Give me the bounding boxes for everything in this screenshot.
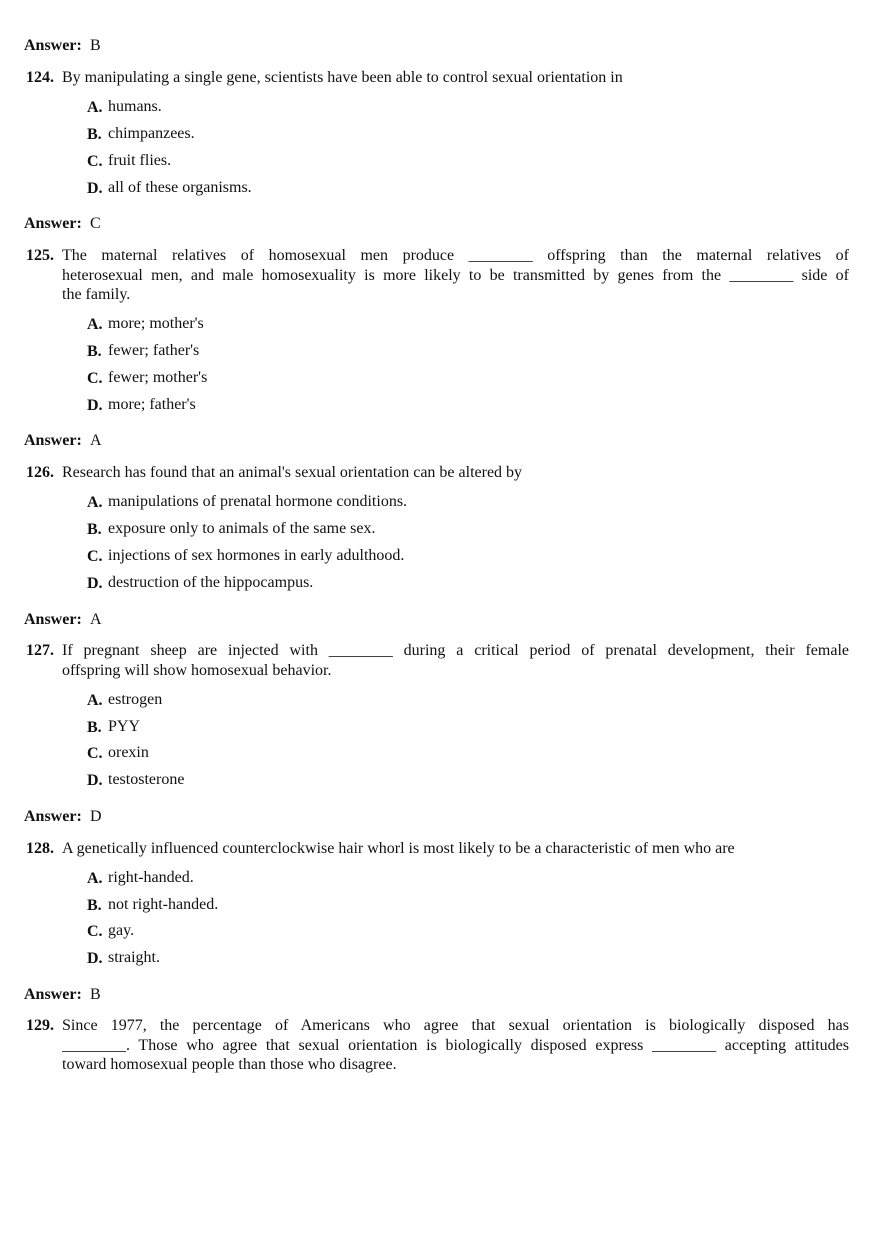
question-number: 129.	[26, 1017, 54, 1034]
option-text: manipulations of prenatal hormone conditions.	[108, 493, 408, 510]
option-text: fruit flies.	[108, 152, 172, 169]
question-text-line: Research has found that an animal's sexual orientation can be altered by	[62, 464, 523, 481]
option-text: straight.	[108, 949, 160, 966]
option-letter: B.	[87, 521, 102, 538]
option-letter: B.	[87, 897, 102, 914]
option-letter: C.	[87, 745, 103, 762]
answer-label: Answer:	[24, 432, 82, 449]
answer-value: B	[90, 986, 101, 1003]
option-text: orexin	[108, 744, 149, 761]
option-text: more; mother's	[108, 315, 204, 332]
option-letter: C.	[87, 548, 103, 565]
option-letter: B.	[87, 343, 102, 360]
question-text-line: If pregnant sheep are injected with ________ during a critical period of prenatal development, their female	[62, 642, 849, 659]
answer-label: Answer:	[24, 808, 82, 825]
option-letter: B.	[87, 126, 102, 143]
option-text: fewer; father's	[108, 342, 200, 359]
question-text-line: The maternal relatives of homosexual men produce ________ offspring than the maternal relatives of	[62, 247, 849, 264]
question-text-line: the family.	[62, 286, 131, 303]
answer-label: Answer:	[24, 215, 82, 232]
option-letter: A.	[87, 692, 103, 709]
answer-value: D	[90, 808, 102, 825]
answer-label: Answer:	[24, 37, 82, 54]
option-letter: C.	[87, 370, 103, 387]
question-text-line: ________. Those who agree that sexual orientation is biologically disposed express ________ accepting attitudes	[62, 1036, 849, 1054]
answer-value: C	[90, 215, 101, 232]
question-text-line: offspring will show homosexual behavior.	[62, 661, 332, 679]
option-text: more; father's	[108, 396, 196, 413]
question-number: 126.	[26, 464, 54, 481]
question-number: 124.	[26, 69, 54, 86]
option-text: injections of sex hormones in early adulthood.	[108, 547, 405, 564]
option-text: PYY	[108, 718, 141, 735]
question-number: 127.	[26, 642, 54, 659]
option-letter: D.	[87, 575, 103, 592]
question-text-line: toward homosexual people than those who disagree.	[62, 1056, 397, 1073]
answer-value: A	[90, 611, 102, 628]
option-letter: D.	[87, 772, 103, 789]
option-letter: B.	[87, 719, 102, 736]
option-text: not right-handed.	[108, 896, 219, 913]
option-text: testosterone	[108, 771, 185, 788]
option-letter: A.	[87, 870, 103, 887]
answer-label: Answer:	[24, 611, 82, 628]
answer-value: B	[90, 37, 101, 54]
option-letter: D.	[87, 180, 103, 197]
option-letter: D.	[87, 950, 103, 967]
option-letter: A.	[87, 99, 103, 116]
option-text: fewer; mother's	[108, 369, 208, 386]
answer-value: A	[90, 432, 102, 449]
option-text: all of these organisms.	[108, 179, 252, 196]
option-text: chimpanzees.	[108, 125, 195, 142]
option-letter: D.	[87, 397, 103, 414]
option-text: right-handed.	[108, 869, 194, 886]
option-text: humans.	[108, 98, 162, 115]
option-text: destruction of the hippocampus.	[108, 574, 314, 591]
option-letter: A.	[87, 494, 103, 511]
option-letter: C.	[87, 153, 103, 170]
option-text: estrogen	[108, 691, 163, 708]
question-number: 128.	[26, 840, 54, 857]
option-letter: C.	[87, 923, 103, 940]
option-letter: A.	[87, 316, 103, 333]
answer-label: Answer:	[24, 986, 82, 1003]
question-text-line: A genetically influenced counterclockwise hair whorl is most likely to be a characteristic of men who are	[62, 840, 735, 857]
option-text: gay.	[108, 922, 135, 939]
question-number: 125.	[26, 247, 54, 264]
question-text-line: heterosexual men, and male homosexuality is more likely to be transmitted by genes from the ________ side of	[62, 266, 849, 284]
question-text-line: By manipulating a single gene, scientists have been able to control sexual orientation in	[62, 69, 623, 86]
question-text-line: Since 1977, the percentage of Americans who agree that sexual orientation is biologically disposed has	[62, 1017, 849, 1034]
option-text: exposure only to animals of the same sex.	[108, 520, 376, 537]
